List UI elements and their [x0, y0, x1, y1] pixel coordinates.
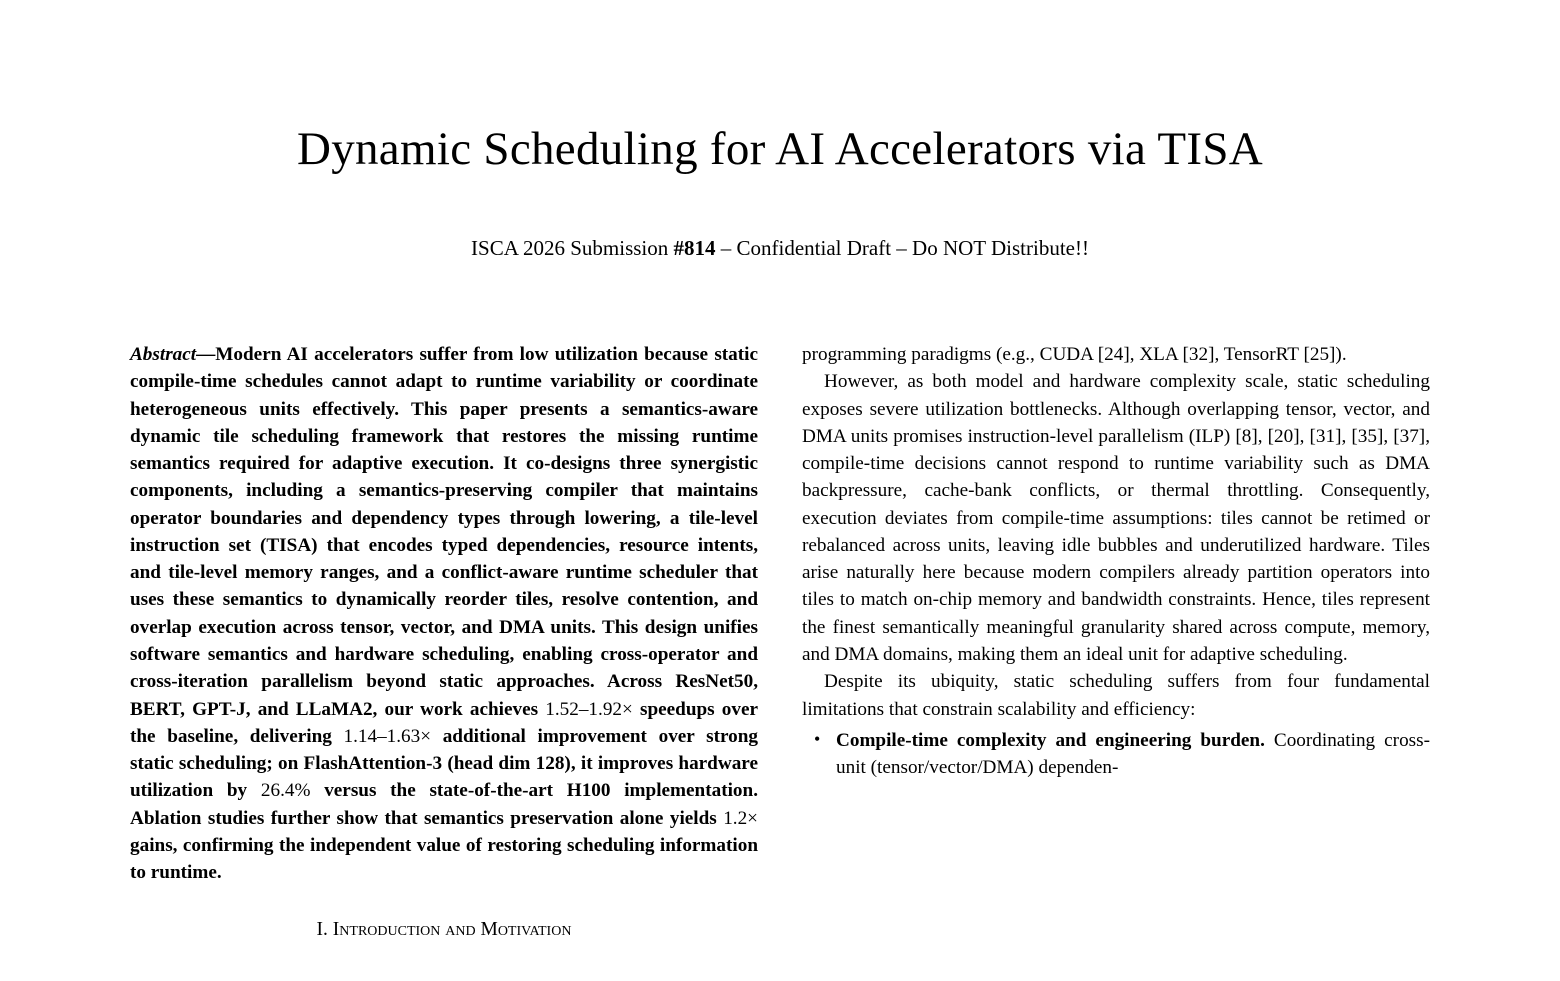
abstract-number-2: 1.14–1.63×: [343, 725, 432, 747]
abstract-dash: —: [196, 344, 216, 366]
body-paragraph-1: programming paradigms (e.g., CUDA [24], XLA [32], TensorRT [25]).: [802, 344, 1347, 366]
abstract-text-3: additional improvement over strong static scheduling; on FlashAttention-3 (head dim 128), it improves hardware utilization by: [130, 725, 758, 802]
section-heading-introduction: [130, 916, 758, 944]
submission-note: [0, 236, 1560, 261]
body-paragraph-3: Despite its ubiquity, static scheduling suffers from four fundamental limitations that constrain scalability and efficiency:: [802, 671, 1430, 720]
section-number: I.: [316, 919, 328, 941]
right-column: [802, 341, 1430, 944]
abstract-text-1: Modern AI accelerators suffer from low utilization because static compile-time schedules cannot adapt to runtime variability or coordinate heterogeneous units effectively. This paper presents a semantics-aware dynamic tile scheduling framework that restores the missing runtime semantics required for adaptive execution. It co-designs three synergistic components, including a semantics-preserving compiler that maintains operator boundaries and dependency types through lowering, a tile-level instruction set (TISA) that encodes typed dependencies, resource intents, and tile-level memory ranges, and a conflict-aware runtime scheduler that uses these semantics to dynamically reorder tiles, resolve contention, and overlap execution across tensor, vector, and DMA units. This design unifies software semantics and hardware scheduling, enabling cross-operator and cross-iteration parallelism beyond static approaches. Across ResNet50, BERT, GPT-J, and LLaMA2, our work achieves: [130, 344, 758, 720]
abstract-paragraph: [130, 341, 758, 886]
abstract-text-4: versus the state-of-the-art H100 implementation. Ablation studies further show that semantics preservation alone yields: [130, 780, 758, 829]
limitations-list: [802, 727, 1430, 782]
abstract-number-3: 26.4%: [260, 780, 311, 802]
list-item-title: Compile-time complexity and engineering burden.: [836, 729, 1265, 751]
left-column: [130, 341, 758, 944]
abstract-number-4: 1.2×: [723, 807, 758, 829]
page-title: Dynamic Scheduling for AI Accelerators via TISA: [296, 123, 1264, 175]
list-item: [802, 727, 1430, 782]
body-paragraph-2: However, as both model and hardware complexity scale, static scheduling exposes severe utilization bottlenecks. Although overlapping tensor, vector, and DMA units promises instruction-level parallelism (ILP) [8], [20], [31], [35], [37], compile-time decisions cannot respond to runtime variability such as DMA backpressure, cache-bank conflicts, or thermal throttling. Consequently, execution deviates from compile-time assumptions: tiles cannot be retimed or rebalanced across units, leaving idle bubbles and underutilized hardware. Tiles arise naturally here because modern compilers already partition operators into tiles to match on-chip memory and bandwidth constraints. Hence, tiles represent the finest semantically meaningful granularity shared across compute, memory, and DMA domains, making them an ideal unit for adaptive scheduling.: [802, 371, 1430, 665]
submission-prefix: ISCA 2026 Submission: [471, 236, 674, 261]
submission-id: #814: [673, 236, 716, 261]
section-title: Introduction and Motivation: [332, 919, 572, 941]
abstract-text-5: gains, confirming the independent value of restoring scheduling information to runtime.: [130, 834, 758, 884]
list-item-text: Coordinating cross-unit (tensor/vector/DMA) dependen-: [836, 729, 1430, 779]
submission-suffix: – Confidential Draft – Do NOT Distribute!!: [715, 236, 1089, 261]
two-column-body: [0, 341, 1560, 944]
abstract-number-1: 1.52–1.92×: [545, 698, 633, 720]
abstract-label: Abstract: [130, 344, 197, 366]
abstract-text-2: speedups over the baseline, delivering: [130, 698, 759, 747]
bullet-icon: •: [814, 728, 821, 749]
